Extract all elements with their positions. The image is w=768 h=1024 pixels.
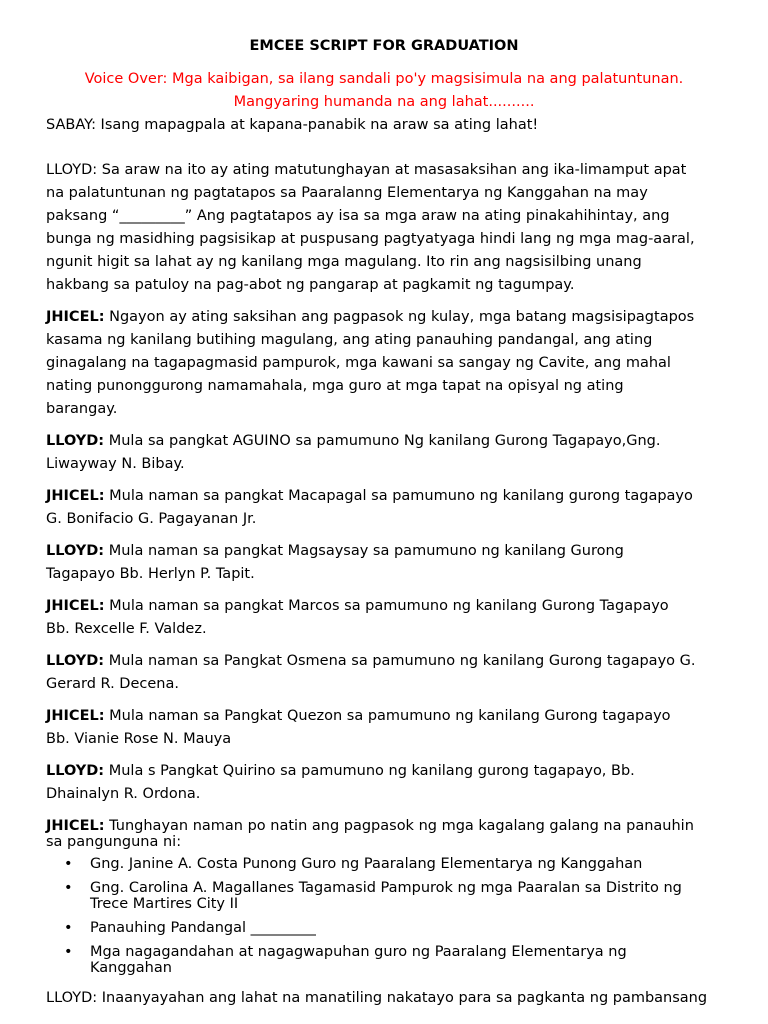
lloyd-final-paragraph bbox=[46, 987, 736, 1010]
voice-over-line: Voice Over: Mga kaibigan, sa ilang sandali po'y magsisimula na ang palatuntunan. bbox=[84, 71, 684, 87]
speaker-label: JHICEL: bbox=[46, 708, 105, 724]
paragraph-line: bunga ng masidhing pagsisikap at puspusang pagtyatyaga hindi lang ng mga mag-aaral, bbox=[46, 231, 695, 247]
speaker-label: JHICEL: bbox=[46, 818, 105, 834]
bullet-icon: • bbox=[64, 920, 73, 936]
paragraph-line: paksang “_________” Ang pagtatapos ay isa sa mga araw na ating pinakahihintay, ang bbox=[46, 208, 670, 224]
paragraph-line: LLOYD: Inaanyayahan ang lahat na manatiling nakatayo para sa pagkanta ng pambansang bbox=[46, 990, 708, 1006]
speaker-label: LLOYD: bbox=[46, 653, 105, 669]
paragraph-line: G. Bonifacio G. Pagayanan Jr. bbox=[46, 511, 257, 527]
paragraph-line: Gerard R. Decena. bbox=[46, 676, 179, 692]
paragraph-line: kasama ng kanilang butihing magulang, ang ating panauhing pandangal, ang ating bbox=[46, 332, 653, 348]
bullet-icon: • bbox=[64, 856, 73, 872]
guest-list bbox=[46, 856, 736, 984]
speaker-label: JHICEL: bbox=[46, 488, 105, 504]
list-item-text: Kanggahan bbox=[90, 960, 172, 976]
paragraph-line: na palatuntunan ng pagtatapos sa Paaralanng Elementarya ng Kanggahan na may bbox=[46, 185, 648, 201]
paragraph-line bbox=[46, 650, 736, 673]
list-item bbox=[46, 880, 736, 912]
voice-over-line: Mangyaring humanda na ang lahat.......... bbox=[233, 94, 535, 110]
list-item-text: Gng. Carolina A. Magallanes Tagamasid Pampurok ng mga Paaralan sa Distrito ng bbox=[90, 880, 682, 896]
paragraph-line bbox=[46, 485, 736, 508]
bullet-icon: • bbox=[64, 880, 73, 896]
section-paragraph bbox=[46, 595, 736, 641]
paragraph-line bbox=[46, 595, 736, 618]
speaker-text: Mula naman sa Pangkat Osmena sa pamumuno ng kanilang Gurong tagapayo G. bbox=[104, 653, 696, 669]
section-paragraph bbox=[46, 485, 736, 531]
jhicel-intro-paragraph bbox=[46, 306, 736, 421]
section-paragraph bbox=[46, 650, 736, 696]
speaker-label: LLOYD: bbox=[46, 763, 105, 779]
speaker-label: JHICEL: bbox=[46, 598, 105, 614]
jhicel-guests-paragraph bbox=[46, 818, 736, 850]
speaker-text: Mula s Pangkat Quirino sa pamumuno ng kanilang gurong tagapayo, Bb. bbox=[104, 763, 635, 779]
paragraph-line: nating punonggurong namamahala, mga guro at mga tapat na opisyal ng ating bbox=[46, 378, 624, 394]
speaker-text: Mula sa pangkat AGUINO sa pamumuno Ng kanilang Gurong Tagapayo,Gng. bbox=[104, 433, 661, 449]
speaker-text: Ngayon ay ating saksihan ang pagpasok ng kulay, mga batang magsisipagtapos bbox=[104, 309, 695, 325]
sabay-line: SABAY: Isang mapagpala at kapana-panabik na araw sa ating lahat! bbox=[46, 117, 539, 133]
paragraph-line: Liwayway N. Bibay. bbox=[46, 456, 185, 472]
lloyd-intro-paragraph bbox=[46, 159, 736, 297]
paragraph-line bbox=[46, 705, 736, 728]
list-item-text: Mga nagagandahan at nagagwapuhan guro ng Paaralang Elementarya ng bbox=[90, 944, 627, 960]
paragraph-line: Bb. Rexcelle F. Valdez. bbox=[46, 621, 207, 637]
paragraph-line bbox=[46, 306, 736, 329]
sabay-paragraph bbox=[46, 114, 736, 137]
list-item-text: Gng. Janine A. Costa Punong Guro ng Paaralang Elementarya ng Kanggahan bbox=[90, 856, 643, 872]
paragraph-line: LLOYD: Sa araw na ito ay ating matutunghayan at masasaksihan ang ika-limamput apat bbox=[46, 162, 687, 178]
paragraph-line bbox=[46, 760, 736, 783]
paragraph-line bbox=[46, 818, 736, 834]
paragraph-line: hakbang sa patuloy na pag-abot ng pangarap at pagkamit ng tagumpay. bbox=[46, 277, 575, 293]
section-paragraph bbox=[46, 705, 736, 751]
speaker-label: JHICEL: bbox=[46, 309, 105, 325]
speaker-text: Mula naman sa pangkat Magsaysay sa pamumuno ng kanilang Gurong bbox=[104, 543, 624, 559]
speaker-text: Tunghayan naman po natin ang pagpasok ng mga kagalang galang na panauhin bbox=[104, 818, 694, 834]
list-item-text: Panauhing Pandangal _________ bbox=[90, 920, 316, 936]
bullet-icon: • bbox=[64, 944, 73, 960]
section-paragraph bbox=[46, 430, 736, 476]
paragraph-line: Tagapayo Bb. Herlyn P. Tapit. bbox=[46, 566, 255, 582]
paragraph-line bbox=[46, 430, 736, 453]
speaker-text: Mula naman sa pangkat Marcos sa pamumuno ng kanilang Gurong Tagapayo bbox=[104, 598, 669, 614]
paragraph-line: Bb. Vianie Rose N. Mauya bbox=[46, 731, 232, 747]
paragraph-line bbox=[46, 540, 736, 563]
paragraph-line: ginagalang na tagapagmasid pampurok, mga kawani sa sangay ng Cavite, ang mahal bbox=[46, 355, 671, 371]
speaker-text: Mula naman sa Pangkat Quezon sa pamumuno ng kanilang Gurong tagapayo bbox=[104, 708, 671, 724]
paragraph-line: ngunit higit sa lahat ay ng kanilang mga magulang. Ito rin ang nagsisilbing unang bbox=[46, 254, 642, 270]
list-item bbox=[46, 856, 736, 872]
list-item bbox=[46, 920, 736, 936]
paragraph-line: barangay. bbox=[46, 401, 118, 417]
speaker-label: LLOYD: bbox=[46, 433, 105, 449]
section-paragraph bbox=[46, 760, 736, 806]
list-item-text: Trece Martires City II bbox=[90, 896, 239, 912]
paragraph-line: Dhainalyn R. Ordona. bbox=[46, 786, 201, 802]
document-title: EMCEE SCRIPT FOR GRADUATION bbox=[249, 38, 519, 54]
speaker-text: Mula naman sa pangkat Macapagal sa pamumuno ng kanilang gurong tagapayo bbox=[104, 488, 693, 504]
voice-over-text bbox=[0, 68, 768, 114]
speaker-label: LLOYD: bbox=[46, 543, 105, 559]
paragraph-line: sa pangunguna ni: bbox=[46, 834, 182, 850]
list-item bbox=[46, 944, 736, 976]
section-paragraph bbox=[46, 540, 736, 586]
